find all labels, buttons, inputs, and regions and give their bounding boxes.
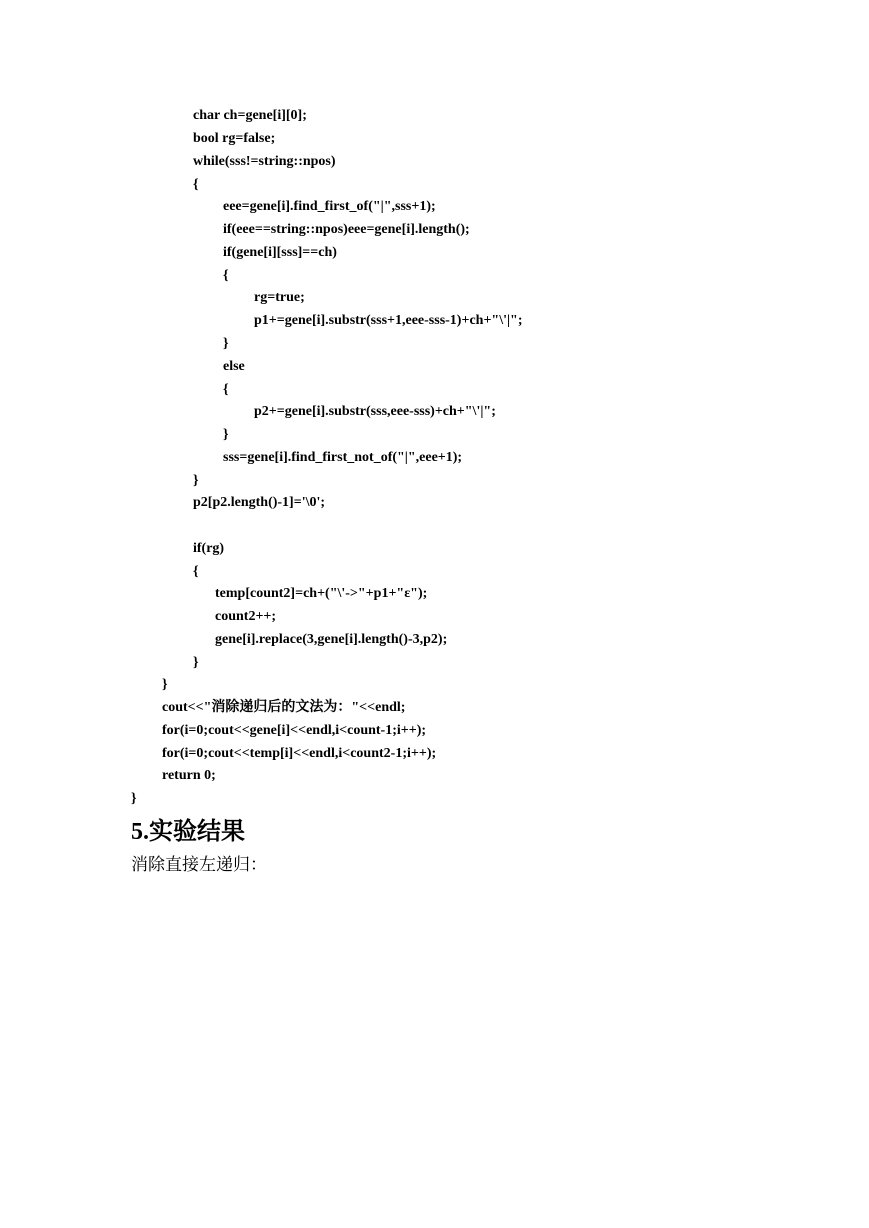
code-line: { <box>193 177 199 192</box>
code-line: return 0; <box>162 768 216 783</box>
code-line: } <box>131 791 137 806</box>
code-line: p1+=gene[i].substr(sss+1,eee-sss-1)+ch+"\'|"; <box>254 313 523 328</box>
section-subtext: 消除直接左递归： <box>131 855 267 874</box>
code-line: while(sss!=string::npos) <box>193 154 336 169</box>
code-line: temp[count2]=ch+("\'->"+p1+"ε"); <box>215 586 428 601</box>
section-heading: 5.实验结果 <box>131 819 245 845</box>
code-line: sss=gene[i].find_first_not_of("|",eee+1); <box>223 450 463 465</box>
code-line: } <box>193 473 199 488</box>
code-line: if(gene[i][sss]==ch) <box>223 245 337 260</box>
code-line: } <box>223 427 229 442</box>
code-line: gene[i].replace(3,gene[i].length()-3,p2); <box>215 632 448 647</box>
code-line: char ch=gene[i][0]; <box>193 108 307 123</box>
code-line: if(rg) <box>193 541 225 556</box>
code-line: { <box>223 268 229 283</box>
code-line: cout<<"消除递归后的文法为："<<endl; <box>162 700 406 715</box>
code-line: count2++; <box>215 609 277 624</box>
code-line: p2+=gene[i].substr(sss,eee-sss)+ch+"\'|"; <box>254 404 496 419</box>
code-line: rg=true; <box>254 290 305 305</box>
code-line: if(eee==string::npos)eee=gene[i].length(); <box>223 222 470 237</box>
code-line: { <box>223 382 229 397</box>
code-line: for(i=0;cout<<gene[i]<<endl,i<count-1;i++); <box>162 723 427 738</box>
code-line: { <box>193 564 199 579</box>
code-line: } <box>223 336 229 351</box>
code-line: } <box>162 677 168 692</box>
code-line: p2[p2.length()-1]='\0'; <box>193 495 326 510</box>
code-line: bool rg=false; <box>193 131 276 146</box>
code-line: for(i=0;cout<<temp[i]<<endl,i<count2-1;i++); <box>162 746 437 761</box>
code-line: } <box>193 655 199 670</box>
code-line: eee=gene[i].find_first_of("|",sss+1); <box>223 199 436 214</box>
code-line: else <box>223 359 245 374</box>
